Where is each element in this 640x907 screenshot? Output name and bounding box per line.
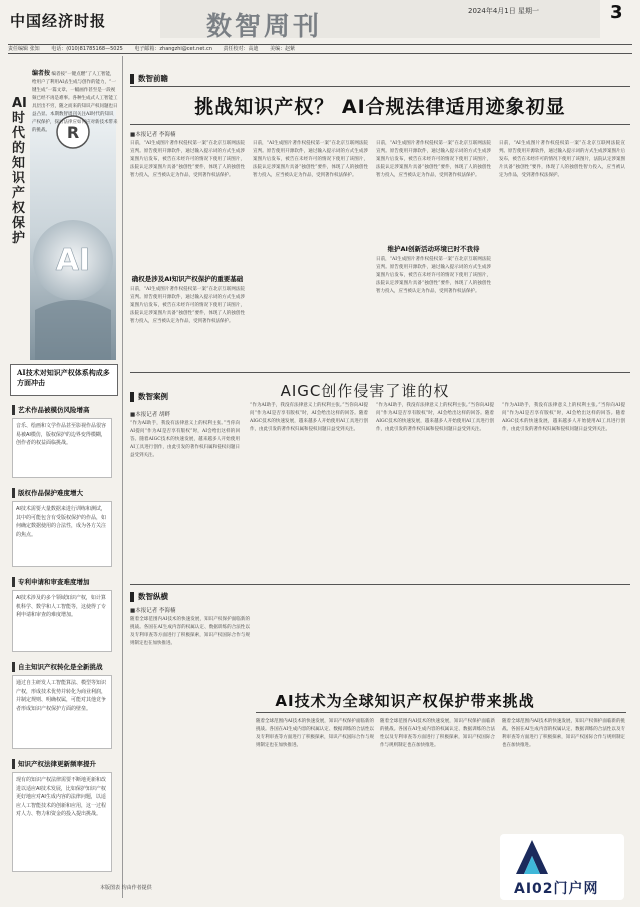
- article1-body: 日前，“AI生成图片著作权侵权第一案”在北京互联网法院宣判。原告使用开源软件，通过输入提示词的方式生成涉案图片后发布，被告在未经许可的情况下使用了该图片，法院认定涉案图片具备“独创性”要件，体现了人的独创性智力投入，应当被认定为作品，受到著作权法保护。: [499, 141, 625, 178]
- key-summary-box: [10, 364, 118, 396]
- divider: [130, 124, 630, 125]
- page-credit: 本版图表 均由作者提供: [100, 885, 152, 891]
- editorial-text: 编者按“一键点燃”了人工智能，给用户了利用AI去生成与创作的能力，“一键生成”一篇文章、一幅画作甚至是一段视频已经不再是难事。各种生成式人工智能工具层出不穷，随之而来的知识产权问题也日益凸显。本期数智周刊关注AI时代的知识产权保护，探讨法律应如何应对新技术带来的挑战。: [32, 72, 118, 133]
- article1-body: 日前，“AI生成图片著作权侵权第一案”在北京互联网法院宣判。原告使用开源软件，通过输入提示词的方式生成涉案图片后发布，被告在未经许可的情况下使用了该图片，法院认定涉案图片具备“独创性”要件，体现了人的独创性智力投入，应当被认定为作品，受到著作权法保护。: [376, 141, 491, 178]
- editorial-note: [32, 70, 118, 133]
- article3-body: 随着全球范围内AI技术的快速发展，知识产权保护面临新的挑战。各国在AI生成内容的权属认定、数据训练的合法性以及专利审查等方面进行了积极探索，知识产权国际合作与规则制定也在加快推进。: [380, 719, 495, 748]
- left-section-heading: 版权作品保护难度增大: [12, 488, 118, 498]
- masthead: [0, 0, 640, 40]
- site-watermark: [500, 834, 624, 900]
- info-proofreader: 责任校对：高迪: [223, 46, 259, 52]
- article2-byline: ■本报记者 胡畔: [130, 412, 170, 418]
- article1-byline: ■本报记者 李海楠: [130, 132, 176, 138]
- svg-text:R: R: [66, 123, 80, 142]
- article1-body: 日前，“AI生成图片著作权侵权第一案”在北京互联网法院宣判。原告使用开源软件，通过输入提示词的方式生成涉案图片后发布，被告在未经许可的情况下使用了该图片，法院认定涉案图片具备“独创性”要件，体现了人的独创性智力投入，应当被认定为作品，受到著作权法保护。: [376, 257, 491, 294]
- article3-body: 随着全球范围内AI技术的快速发展，知识产权保护面临新的挑战。各国在AI生成内容的权属认定、数据训练的合法性以及专利审查等方面进行了积极探索，知识产权国际合作与规则制定也在加快推进。: [130, 617, 250, 646]
- article2-body: “作为AI助手，我没有法律意义上的权利主张。”当你向AI提问“作为AI是否享有版权”时，AI会给出这样的回答。随着AIGC技术的快速发展，越来越多人开始使用AI工具进行创作，由此引发的著作权归属和侵权问题日益受到关注。: [130, 421, 240, 458]
- watermark-text: AI02门户网: [514, 881, 599, 897]
- left-section-heading: 知识产权法律更新频率提升: [12, 759, 118, 769]
- article1-subheading2: 维护AI创新活动环境已时不我待: [387, 245, 480, 253]
- info-editor: 责任编辑 张知: [8, 46, 40, 52]
- svg-text:AI: AI: [55, 243, 91, 278]
- divider: [130, 372, 630, 373]
- ai-illustration: [30, 110, 116, 360]
- left-section-heading: 自主知识产权转化是全新挑战: [12, 662, 118, 672]
- info-designer: 美编：赵紫: [270, 46, 296, 52]
- article2-body: “作为AI助手，我没有法律意义上的权利主张。”当你向AI提问“作为AI是否享有版权”时，AI会给出这样的回答。随着AIGC技术的快速发展，越来越多人开始使用AI工具进行创作，由此引发的著作权归属和侵权问题日益受到关注。: [376, 403, 494, 432]
- left-section-body: 通过自主研发人工智能算法、模型等知识产权，形成技术优势并转化为商业利润，并制定规则、明确权属，可能对其他竞争者形成知识产权保护方面的壁垒。: [12, 675, 112, 749]
- left-section-body: AI技术需要大量数据来进行训练和测试，其中的可能包含有受版权保护的作品，如何确定数据使用的合法性，成为各方关注的焦点。: [12, 501, 112, 567]
- article3-byline: ■本报记者 李海楠: [130, 608, 176, 614]
- article1-headline: 挑战知识产权？ AI合规法律适用迹象初显: [194, 96, 566, 118]
- supplement-title: 数智周刊: [206, 12, 323, 42]
- watermark-logo-icon: [512, 838, 552, 878]
- article1-body: 日前，“AI生成图片著作权侵权第一案”在北京互联网法院宣判。原告使用开源软件，通过输入提示词的方式生成涉案图片后发布，被告在未经许可的情况下使用了该图片，法院认定涉案图片具备“独创性”要件，体现了人的独创性智力投入，应当被认定为作品，受到著作权法保护。: [253, 141, 368, 178]
- key-summary-title: AI技术对知识产权体系构成多方面冲击: [17, 368, 110, 387]
- article2-headline: AIGC创作侵害了谁的权: [280, 382, 450, 400]
- info-email: 电子邮箱：zhangzhi@cet.net.cn: [134, 46, 212, 52]
- left-column-divider: [122, 56, 123, 898]
- left-section-heading: 专利申请和审查难度增加: [12, 577, 118, 587]
- left-section-heading: 艺术作品被模仿风险增高: [12, 405, 118, 415]
- info-phone: 电话：(010)81785168—5025: [51, 46, 123, 52]
- article2-body: “作为AI助手，我没有法律意义上的权利主张。”当你向AI提问“作为AI是否享有版权”时，AI会给出这样的回答。随着AIGC技术的快速发展，越来越多人开始使用AI工具进行创作，由此引发的著作权归属和侵权问题日益受到关注。: [250, 403, 368, 432]
- section-label-cases: 数智案例: [130, 392, 168, 402]
- left-section-body: AI技术涉及的多个领域知识产权，如计算机科学、数学和人工智能等，这使得了专利申请和审查的难度增加。: [12, 590, 112, 652]
- editor-info-bar: [8, 44, 632, 54]
- issue-date: 2024年4月1日 星期一: [468, 7, 539, 15]
- divider: [256, 712, 626, 713]
- vertical-feature-title: AI时代的知识产权保护: [12, 96, 27, 246]
- section-label-frontier: 数智前瞻: [130, 74, 168, 84]
- newspaper-logo: 中国经济时报: [10, 12, 107, 30]
- left-section-body: 现有的知识产权法律需要不断地更新和改进以适应AI技术发展，比如保护知识产权更好地应对AI生成内容的法律问题，以适应人工智能技术的创新和应用，这一过程对人力、物力和资金的投入提出挑战。: [12, 772, 112, 872]
- section-label-overview: 数智纵横: [130, 592, 168, 602]
- divider: [130, 86, 630, 87]
- page-number: 3: [610, 2, 623, 23]
- divider: [130, 584, 630, 585]
- editorial-heading: 编者按: [32, 70, 51, 77]
- article3-body: 随着全球范围内AI技术的快速发展，知识产权保护面临新的挑战。各国在AI生成内容的权属认定、数据训练的合法性以及专利审查等方面进行了积极探索，知识产权国际合作与规则制定也在加快推进。: [256, 719, 374, 748]
- left-section-body: 音乐、绘画和文学作品甚至影视作品很容易被AI模仿，版权保护的边界变得模糊，创作者的权益面临挑战。: [12, 418, 112, 478]
- article2-body: “作为AI助手，我没有法律意义上的权利主张。”当你向AI提问“作为AI是否享有版权”时，AI会给出这样的回答。随着AIGC技术的快速发展，越来越多人开始使用AI工具进行创作，由此引发的著作权归属和侵权问题日益受到关注。: [502, 403, 625, 432]
- article1-body: 日前，“AI生成图片著作权侵权第一案”在北京互联网法院宣判。原告使用开源软件，通过输入提示词的方式生成涉案图片后发布，被告在未经许可的情况下使用了该图片，法院认定涉案图片具备“独创性”要件，体现了人的独创性智力投入，应当被认定为作品，受到著作权法保护。: [130, 287, 245, 324]
- article3-headline: AI技术为全球知识产权保护带来挑战: [275, 692, 535, 710]
- article1-subheading: 确权是涉及AI知识产权保护的重要基础: [131, 275, 244, 283]
- article1-body: 日前，“AI生成图片著作权侵权第一案”在北京互联网法院宣判。原告使用开源软件，通过输入提示词的方式生成涉案图片后发布，被告在未经许可的情况下使用了该图片，法院认定涉案图片具备“独创性”要件，体现了人的独创性智力投入，应当被认定为作品，受到著作权法保护。: [130, 141, 245, 178]
- article3-body: 随着全球范围内AI技术的快速发展，知识产权保护面临新的挑战。各国在AI生成内容的权属认定、数据训练的合法性以及专利审查等方面进行了积极探索，知识产权国际合作与规则制定也在加快推进。: [502, 719, 625, 748]
